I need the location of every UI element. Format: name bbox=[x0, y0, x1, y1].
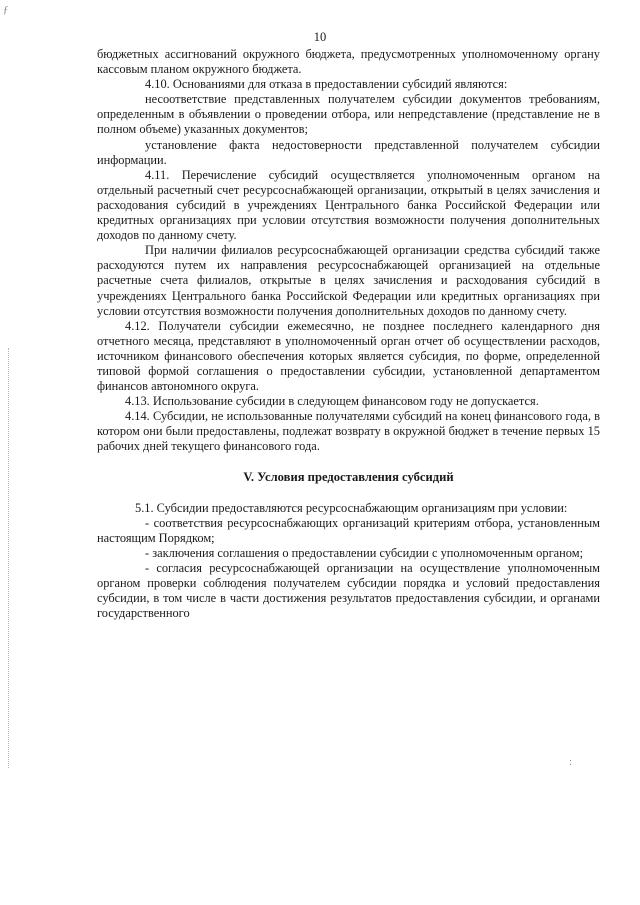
paragraph-budget-continuation: бюджетных ассигнований окружного бюджета, предусмотренных уполномоченному органу кассовым планом окружного бюджета. bbox=[97, 47, 600, 77]
paragraph-5-1: 5.1. Субсидии предоставляются ресурсоснабжающим организациям при условии: bbox=[135, 500, 568, 515]
condition-criteria: - соответствия ресурсоснабжающих организаций критериям отбора, установленным настоящим Порядком; bbox=[97, 515, 600, 545]
paragraph-4-13: 4.13. Использование субсидии в следующем финансовом году не допускается. bbox=[125, 394, 539, 409]
paragraph-4-14: 4.14. Субсидии, не использованные получателями субсидий на конец финансового года, в котором они были предоставлены, подлежат возврату в окружной бюджет в течение первых 15 рабочих дней текущего финансового года. bbox=[97, 409, 600, 454]
paragraph-refusal-ground-2: установление факта недостоверности представленной получателем субсидии информации. bbox=[97, 137, 600, 167]
paragraph-branches: При наличии филиалов ресурсоснабжающей организации средства субсидий также расходуются путем их направления ресурсоснабжающей организацией на отдельные расчетные счета филиалов, открытые в целях зачисления и расходования субсидий в учреждениях Центрального банка Российской Федерации или кредитных организациях при условии отсутствия возможности получения дополнительных доходов по данному счету. bbox=[97, 243, 600, 318]
condition-consent: - согласия ресурсоснабжающей организации на осуществление уполномоченным органом проверки соблюдения получателем субсидии порядка и условий предоставления субсидии, в том числе в части достижения результатов предоставления субсидии, и органами государственного bbox=[97, 561, 600, 621]
document-body bbox=[97, 47, 600, 621]
scan-side-mark: : bbox=[569, 756, 573, 768]
paragraph-4-10: 4.10. Основаниями для отказа в предоставлении субсидий являются: bbox=[145, 77, 508, 92]
section-heading: V. Условия предоставления субсидий bbox=[243, 469, 454, 484]
scan-corner-mark: ƒ bbox=[3, 4, 9, 16]
page-number: 10 bbox=[313, 30, 327, 44]
paragraph-4-12: 4.12. Получатели субсидии ежемесячно, не позднее последнего календарного дня отчетного месяца, представляют в уполномоченный орган отчет об осуществлении расходов, источником финансового обеспечения которых является субсидия, по форме, определенной типовой формой соглашения о предоставлении субсидии, установленной департаментом финансов автономного округа. bbox=[97, 318, 600, 394]
scan-margin-dots bbox=[8, 348, 10, 768]
paragraph-4-11: 4.11. Перечисление субсидий осуществляется уполномоченным органом на отдельный расчетный счет ресурсоснабжающей организации, открытый в целях зачисления и расходования субсидий в учреждениях Центрального банка Российской Федерации или кредитных организациях при условии отсутствия возможности получения дополнительных доходов по данному счету. bbox=[97, 167, 600, 243]
condition-agreement: - заключения соглашения о предоставлении субсидии с уполномоченным органом; bbox=[145, 545, 584, 560]
paragraph-refusal-ground-1: несоответствие представленных получателем субсидии документов требованиям, определенным в объявлении о проведении отбора, или непредставление (представление не в полном объеме) указанных документов; bbox=[97, 92, 600, 137]
